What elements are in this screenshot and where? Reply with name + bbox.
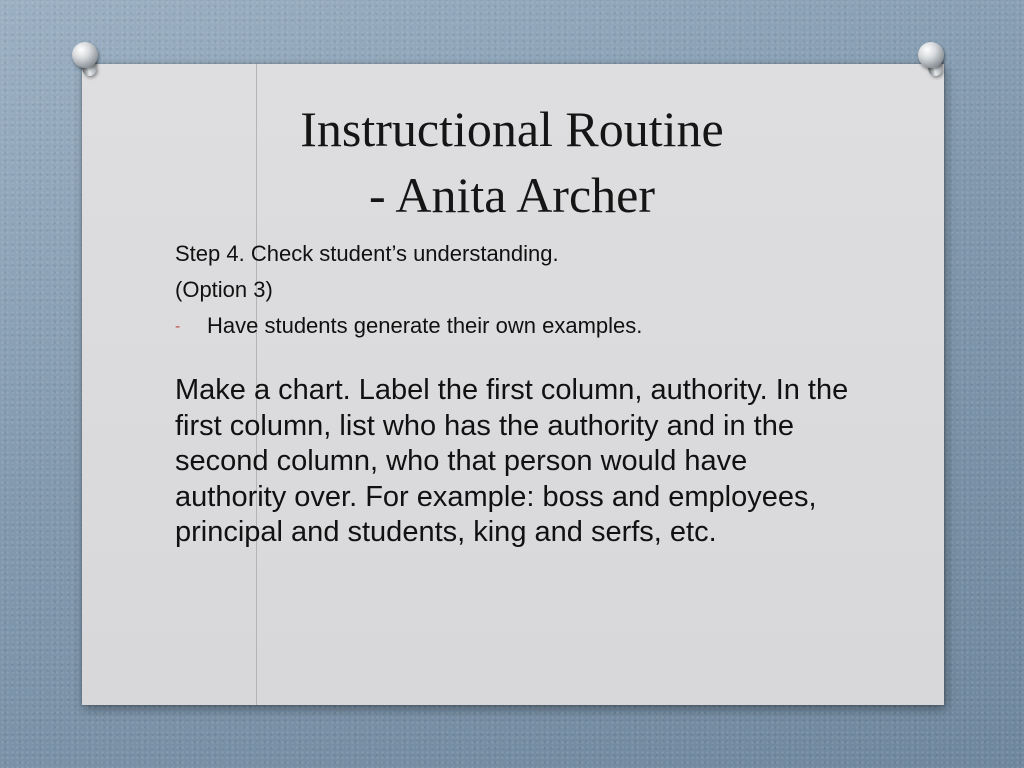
slide-title — [0, 96, 1024, 228]
pushpin-icon — [914, 40, 954, 80]
slide-content — [175, 238, 875, 551]
instruction-paragraph: Make a chart. Label the first column, authority. In the first column, list who has the authority and in the second column, who that person would have authority over. For example: boss and employees, principal and students, king and serfs, etc. — [175, 374, 849, 548]
title-line-2: - Anita Archer — [368, 167, 655, 223]
title-line-1: Instructional Routine — [300, 101, 724, 157]
bullet-item — [175, 310, 875, 343]
bullet-marker: - — [175, 318, 181, 335]
bullet-text: Have students generate their own examples. — [207, 313, 643, 338]
pushpin-icon — [68, 40, 108, 80]
option-label: (Option 3) — [175, 277, 273, 302]
step-heading: Step 4. Check student’s understanding. — [175, 241, 559, 266]
